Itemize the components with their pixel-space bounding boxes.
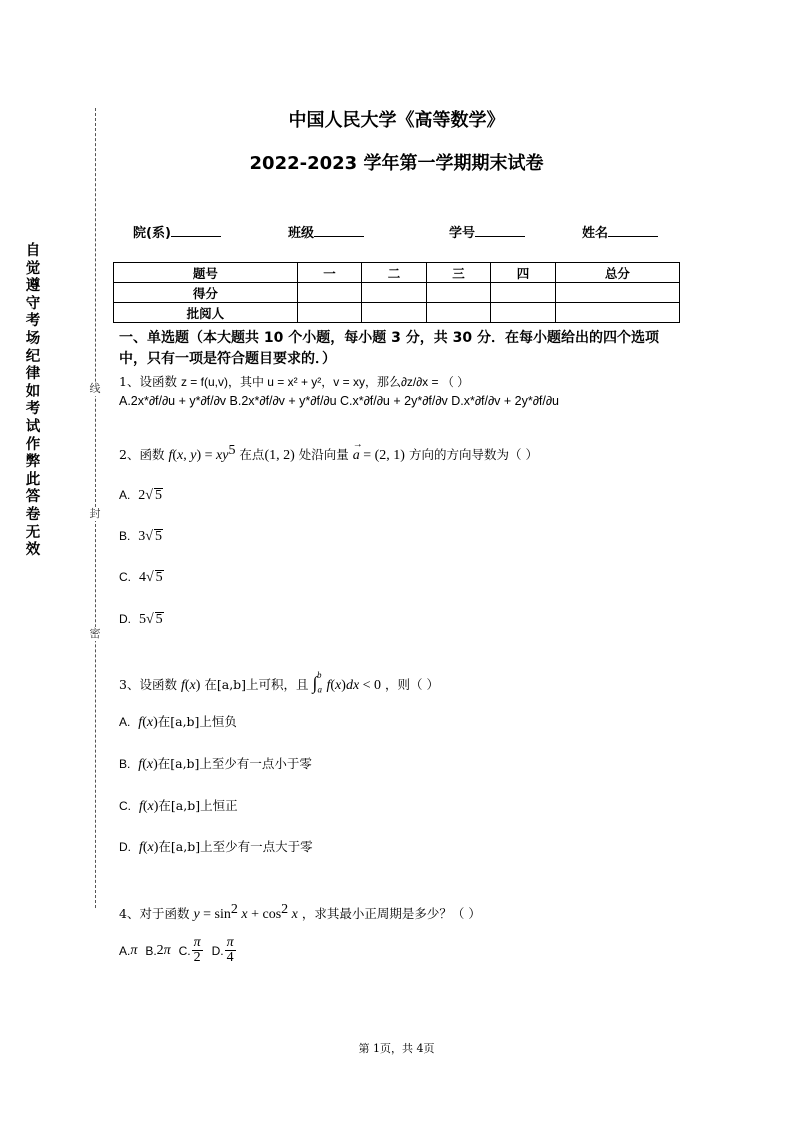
question-4-suffix: ，求其最小正周期是多少？（ ） (301, 906, 481, 922)
question-2-option-b[interactable]: B. 3√ 5 (119, 529, 162, 544)
binding-mark-feng: 封 (86, 507, 104, 521)
grader-cell[interactable] (297, 303, 362, 323)
table-header-cell: 一 (297, 263, 362, 283)
question-3-prefix: 3、设函数 (119, 677, 177, 692)
score-table (113, 262, 680, 323)
exam-term: 2022-2023 学年第一学期期末试卷 (249, 153, 544, 174)
question-2-suffix: 方向的方向导数为（ ） (408, 447, 538, 463)
question-3-option-d[interactable]: D. f(x)在[a,b]上至少有一点大于零 (119, 839, 313, 855)
table-row (114, 303, 680, 323)
grader-cell[interactable] (555, 303, 679, 323)
exam-title: 中国人民大学《高等数学》 (288, 110, 505, 131)
question-4: 4、对于函数 $y = \sin^2 x + \cos^2 x$ ，求其最小正周期是多少？（ ） (119, 902, 481, 923)
option-c-label[interactable]: C. (178, 943, 191, 958)
question-1-prefix: 1、设函数 (119, 374, 177, 389)
score-cell[interactable] (362, 283, 427, 303)
table-row (114, 263, 680, 283)
question-3-option-c[interactable]: C. f(x)在[a,b]上恒正 (119, 798, 238, 814)
score-cell[interactable] (426, 283, 491, 303)
name-field[interactable]: 姓名 (582, 222, 658, 241)
option-a-label[interactable]: A. (119, 943, 131, 958)
grader-cell[interactable] (491, 303, 556, 323)
option-b-label[interactable]: B. (145, 943, 157, 958)
question-2-option-c[interactable]: C. 4√ 5 (119, 570, 163, 585)
table-header-cell: 总分 (555, 263, 679, 283)
row-label-score: 得分 (114, 283, 298, 303)
page-footer: 第 1页，共 4页 (358, 1042, 435, 1055)
table-header-cell: 四 (491, 263, 556, 283)
question-1-options: A.2x*∂f/∂u + y*∂f/∂v B.2x*∂f/∂v + y*∂f/∂u C.x*∂f/∂u + 2y*∂f/∂v D.x*∂f/∂v + 2y*∂f/∂u (119, 394, 559, 408)
question-3-suffix: ，则（ ） (385, 677, 440, 692)
question-2: 2、函数 f(x, $y) = xy^5$ 在点(1, 2) 处沿向量 a → = (2, 1) 方向的方向导数为（ ） (119, 439, 538, 464)
binding-mark-xian: 线 (86, 382, 104, 396)
question-3-mid: 在[a,b]上可积，且 (204, 677, 309, 692)
question-3-option-b[interactable]: B. f(x)在[a,b]上至少有一点小于零 (119, 756, 312, 772)
question-2-mid2: 处沿向量 (298, 447, 349, 463)
class-field[interactable]: 班级 (288, 222, 364, 241)
grader-cell[interactable] (362, 303, 427, 323)
question-3: 3、设函数 f(x) 在[a,b]上可积，且 $\int_a^bf(x)dx < 0$ ，则（ ） (119, 669, 440, 695)
student-id-field[interactable]: 学号 (449, 222, 525, 241)
score-cell[interactable] (297, 283, 362, 303)
question-2-mid1: 在点 (239, 447, 265, 463)
score-cell[interactable] (491, 283, 556, 303)
question-4-prefix: 4、对于函数 (119, 906, 190, 922)
option-d-label[interactable]: D. (211, 943, 224, 958)
table-header-cell: 题号 (114, 263, 298, 283)
grader-cell[interactable] (426, 303, 491, 323)
table-header-cell: 三 (426, 263, 491, 283)
question-1-formula: z = f(u,v)，其中 u = x² + y²，v = xy，那么∂z/∂x = （ ） (180, 375, 470, 389)
question-4-options: A. π B. 2 π C. $\frac{\pi}{2}$ D. $\frac{\pi}{4}$ (119, 935, 234, 965)
question-3-option-a[interactable]: A. f(x)在[a,b]上恒负 (119, 714, 237, 730)
question-1 (119, 372, 469, 390)
question-2-option-a[interactable]: A. 2√ 5 (119, 488, 162, 503)
score-cell[interactable] (555, 283, 679, 303)
question-2-option-d[interactable]: D. 5√ 5 (119, 612, 163, 627)
question-2-prefix: 2、函数 (119, 447, 165, 463)
binding-mark-mi: 密 (86, 627, 104, 641)
exam-rules-notice: 自觉遵守考场纪律如考试作弊此答卷无效 (25, 243, 41, 559)
section-heading: 一、单选题（本大题共 10 个小题，每小题 3 分，共 30 分．在每小题给出的四个选项中，只有一项是符合题目要求的．） (119, 330, 659, 367)
row-label-grader: 批阅人 (114, 303, 298, 323)
math-function: f (168, 448, 173, 464)
table-row (114, 283, 680, 303)
table-header-cell: 二 (362, 263, 427, 283)
department-field[interactable]: 院(系) (133, 222, 221, 241)
